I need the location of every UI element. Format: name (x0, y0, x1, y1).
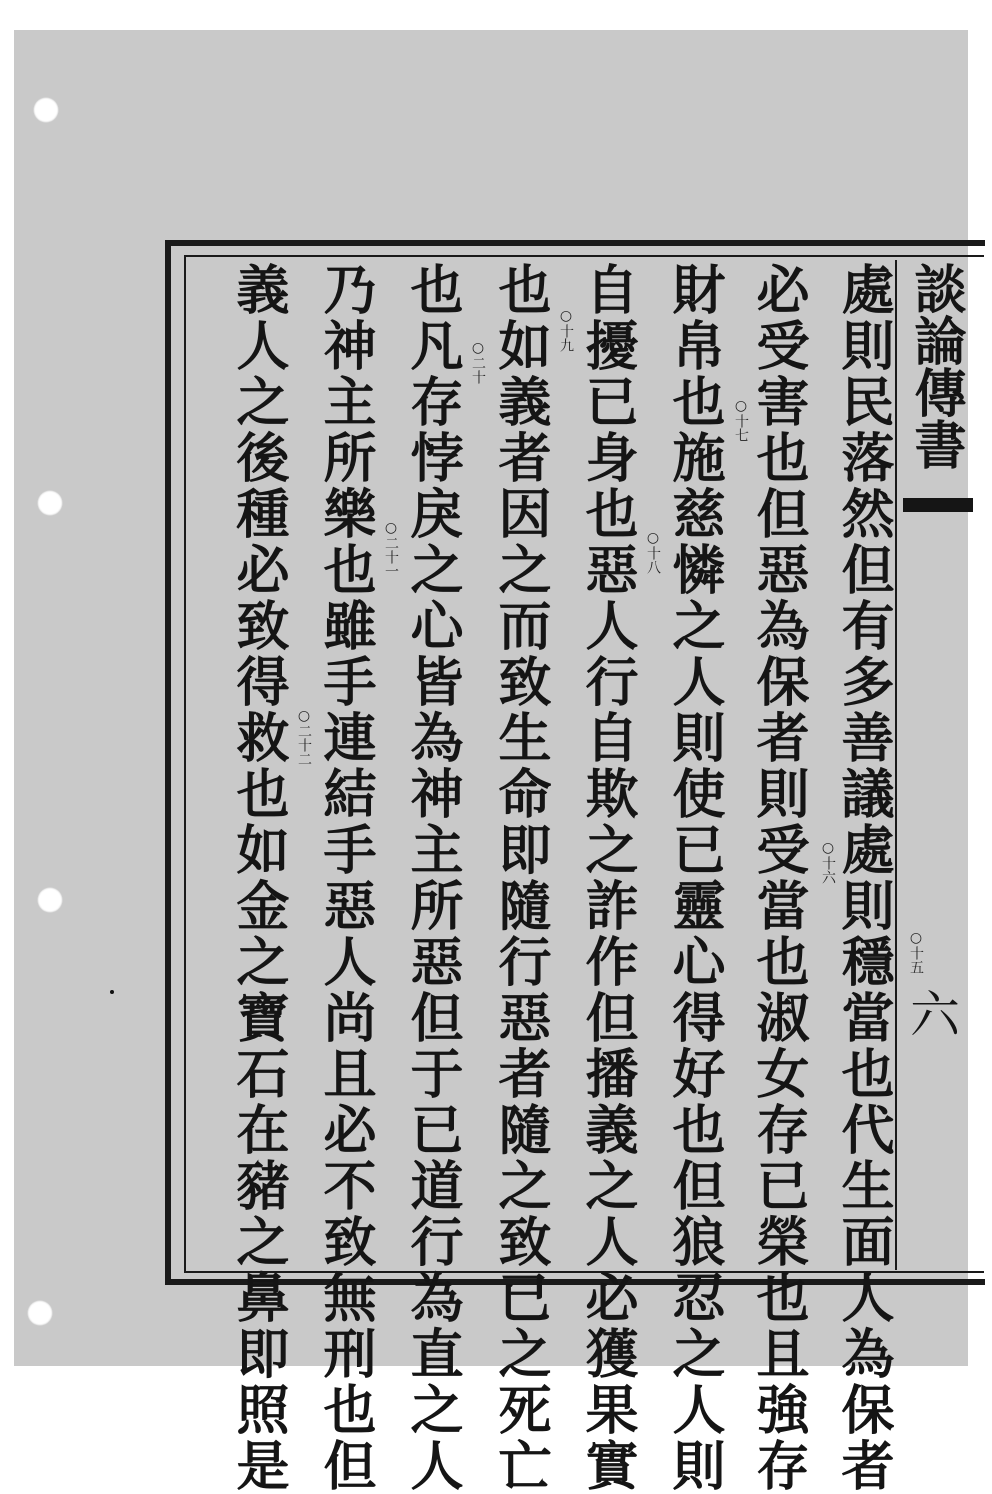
verse-marker: ○二十二 (296, 708, 312, 766)
fishtail-mark (903, 498, 973, 538)
verse-marker: ○十七 (733, 398, 749, 442)
text-column-8: 義人之後種必致得救也如金之寶石在豬之鼻即照是 (228, 262, 290, 1494)
page-number: 六 (910, 986, 960, 1044)
verse-marker: ○十六 (820, 840, 836, 884)
ink-speck (110, 990, 114, 994)
verse-marker: ○二十 (470, 340, 486, 384)
verse-marker: ○十九 (558, 308, 574, 352)
text-column-4: 自擾已身也惡人行自欺之詐作但播義之人必獲果實 (577, 262, 639, 1494)
text-column-2: 必受害也但惡為保者則受當也淑女存已榮也且強存 (748, 262, 810, 1494)
verse-marker: ○二十一 (383, 520, 399, 578)
verse-marker: ○十五 (908, 930, 924, 974)
text-column-7: 乃神主所樂也雖手連結手惡人尚且必不致無刑也但 (315, 262, 377, 1494)
book-title: 談論傳書 (905, 262, 966, 470)
text-column-3: 財帛也施慈憐之人則使已靈心得好也但狼忍之人則 (664, 262, 726, 1494)
text-column-6: 也凡存悖戾之心皆為神主所惡但于已道行為直之人 (402, 262, 464, 1494)
punch-hole (27, 1300, 53, 1326)
text-column-1: 處則民落然但有多善議處則穩當也代生面人為保者 (833, 262, 895, 1494)
text-column-5: 也如義者因之而致生命即隨行惡者隨之致已之死亡 (490, 262, 552, 1494)
punch-hole (37, 490, 63, 516)
punch-hole (37, 887, 63, 913)
verse-marker: ○十八 (645, 530, 661, 574)
center-column-rule (895, 260, 897, 1270)
punch-hole (33, 97, 59, 123)
